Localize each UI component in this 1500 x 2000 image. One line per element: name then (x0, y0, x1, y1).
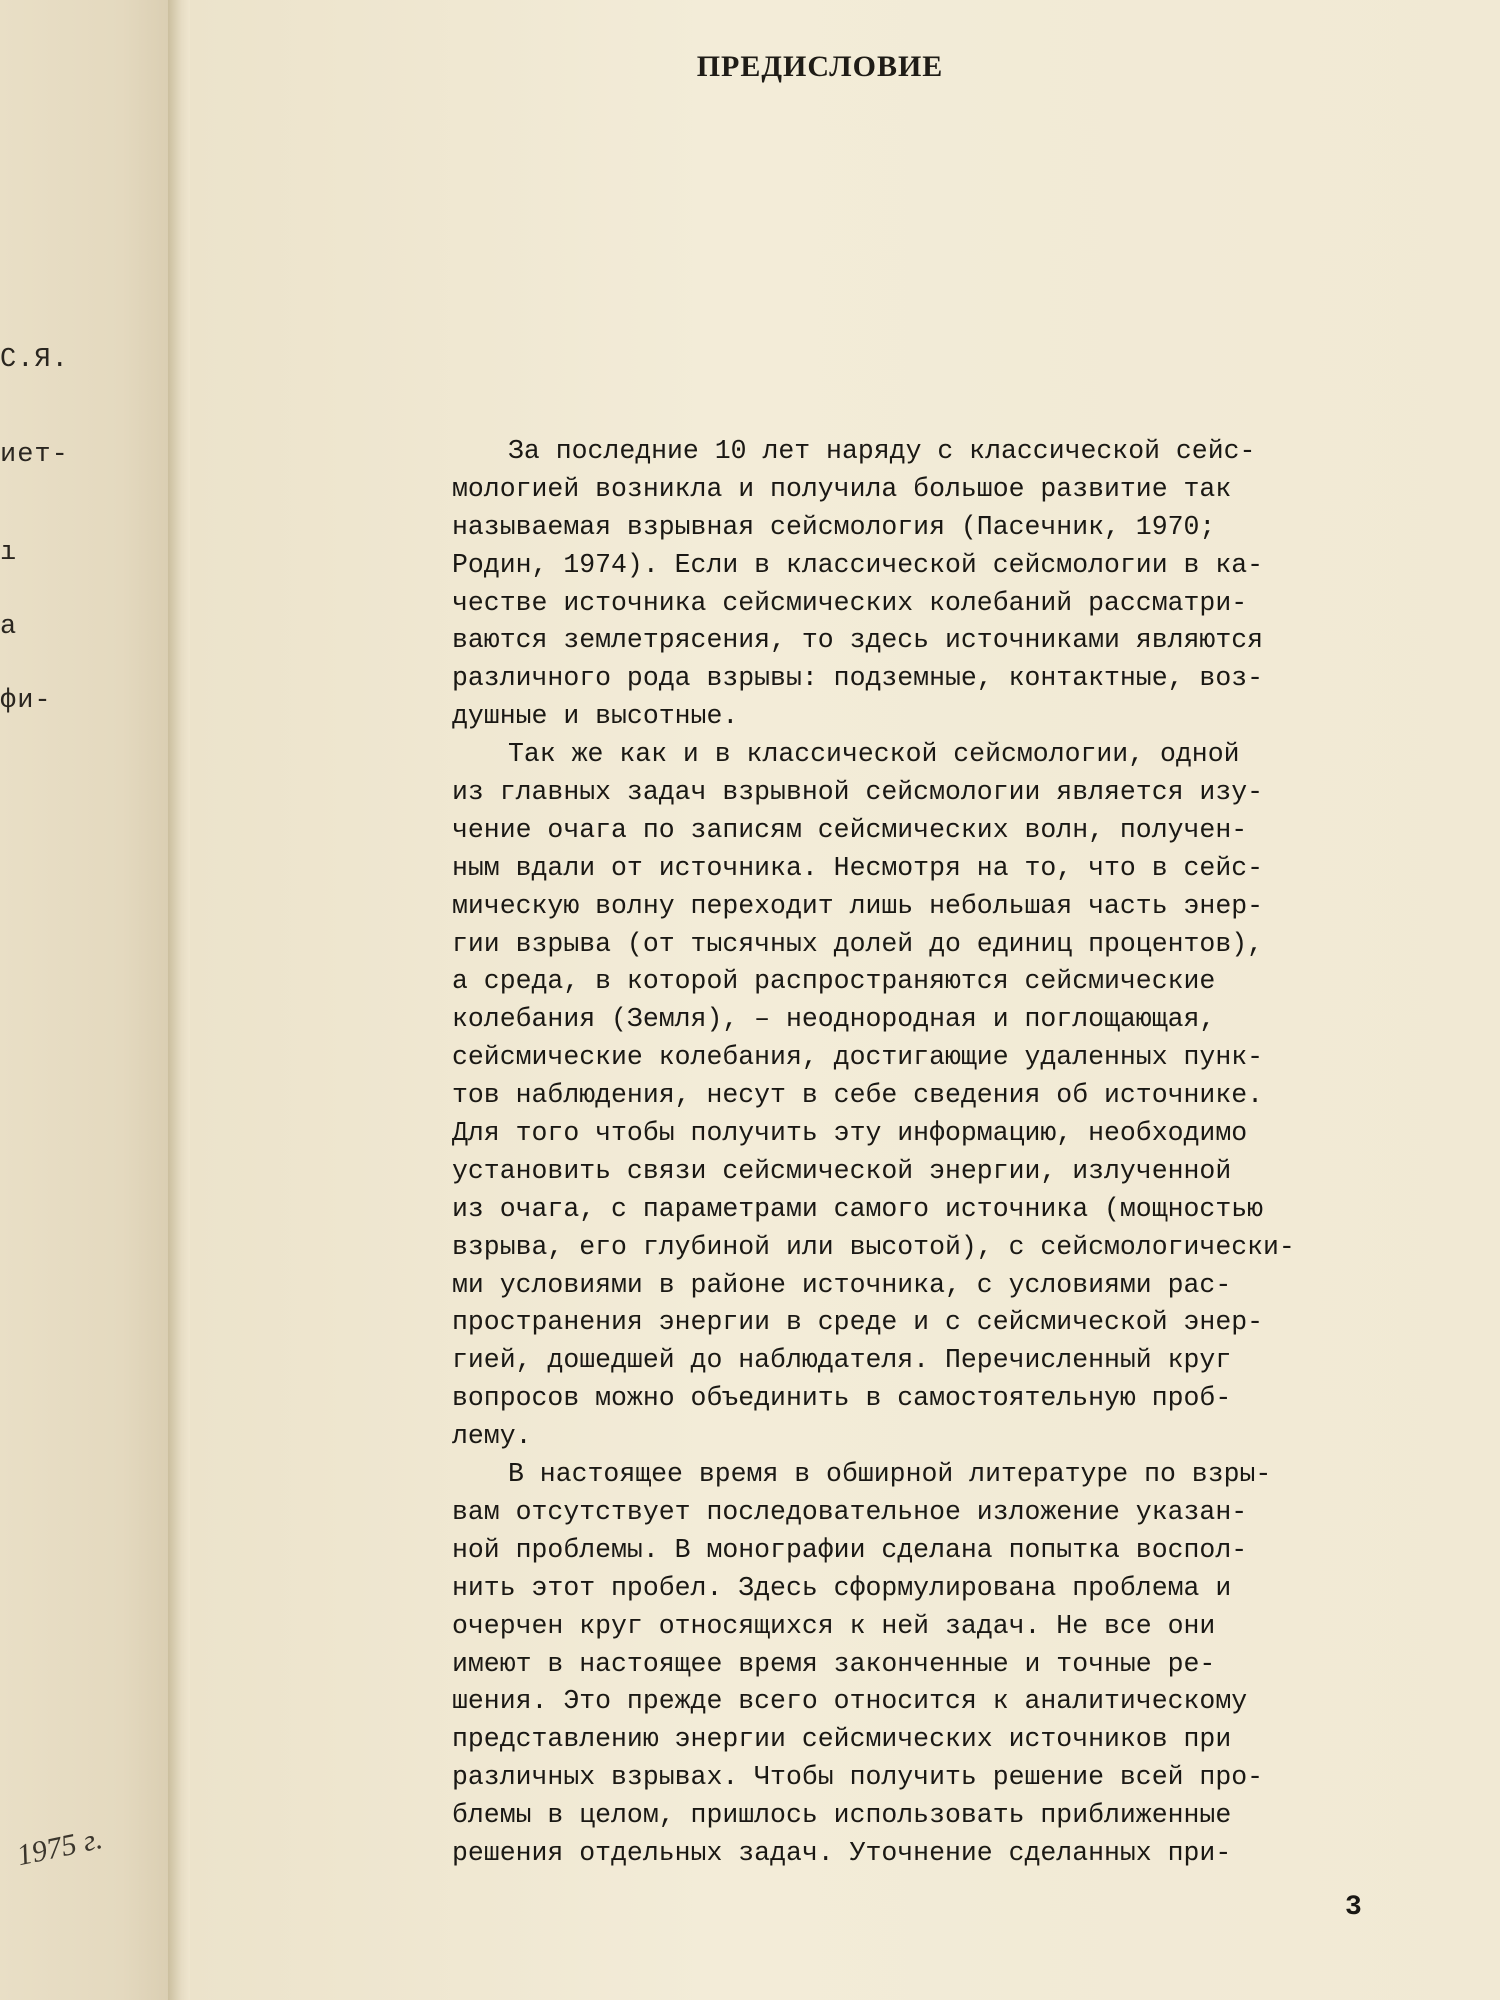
text-line: различного рода взрывы: подземные, контактные, воз- (452, 663, 1264, 694)
text-line: чение очага по записям сейсмических волн, получен- (452, 814, 1248, 845)
page-number: 3 (1345, 1892, 1362, 1923)
text-line: блемы в целом, пришлось использовать приближенные (452, 1800, 1232, 1831)
text-line: душные и высотные. (452, 701, 739, 732)
text-line: лему. (452, 1421, 532, 1452)
text-line: Для того чтобы получить эту информацию, необходимо (452, 1118, 1248, 1149)
text-line: колебания (Земля), – неоднородная и поглощающая, (452, 1004, 1216, 1035)
left-fragment: ı (0, 538, 18, 568)
text-line: взрыва, его глубиной или высотой), с сейсмологически- (452, 1231, 1295, 1262)
text-line: решения отдельных задач. Уточнение сделанных при- (452, 1837, 1232, 1868)
text-line: установить связи сейсмической энергии, излученной (452, 1155, 1232, 1186)
body-text (452, 433, 1382, 1873)
left-year: 1975 г. (14, 1822, 106, 1873)
text-line: В настоящее время в обширной литературе по взры- (508, 1459, 1272, 1490)
text-line: сейсмические колебания, достигающие удаленных пунк- (452, 1042, 1264, 1073)
text-line: ной проблемы. В монографии сделана попытка воспол- (452, 1534, 1248, 1565)
text-line: представлению энергии сейсмических источников при (452, 1724, 1232, 1755)
text-line: очерчен круг относящихся к ней задач. Не все они (452, 1610, 1216, 1641)
text-line: тов наблюдения, несут в себе сведения об источнике. (452, 1080, 1264, 1111)
text-line: гией, дошедшей до наблюдателя. Перечисленный круг (452, 1345, 1232, 1376)
left-page (0, 0, 175, 2000)
text-line: пространения энергии в среде и с сейсмической энер- (452, 1307, 1264, 1338)
left-fragment: С.Я. (0, 345, 69, 375)
text-line: ным вдали от источника. Несмотря на то, что в сейс- (452, 852, 1264, 883)
text-line: нить этот пробел. Здесь сформулирована проблема и (452, 1572, 1232, 1603)
text-line: честве источника сейсмических колебаний рассматри- (452, 587, 1248, 618)
text-line: ваются землетрясения, то здесь источниками являются (452, 625, 1264, 656)
text-line: из главных задач взрывной сейсмологии является изу- (452, 777, 1264, 808)
page-title: ПРЕДИСЛОВИЕ (696, 50, 944, 83)
text-line: имеют в настоящее время законченные и точные ре- (452, 1648, 1216, 1679)
left-fragment: а (0, 612, 18, 642)
text-line: мологией возникла и получила большое развитие так (452, 473, 1232, 504)
text-line: вопросов можно объединить в самостоятельную проб- (452, 1383, 1232, 1414)
text-line: называемая взрывная сейсмология (Пасечник, 1970; (452, 511, 1216, 542)
text-line: гии взрыва (от тысячных долей до единиц процентов), (452, 928, 1264, 959)
text-line: мическую волну переходит лишь небольшая часть энер- (452, 890, 1264, 921)
text-line: вам отсутствует последовательное изложение указан- (452, 1496, 1248, 1527)
text-line: из очага, с параметрами самого источника (мощностью (452, 1193, 1264, 1224)
text-line: а среда, в которой распространяются сейсмические (452, 966, 1216, 997)
text-line: За последние 10 лет наряду с классической сейс- (508, 436, 1256, 466)
text-line: шения. Это прежде всего относится к аналитическому (452, 1686, 1248, 1717)
book-gutter (168, 0, 190, 2000)
text-line: Так же как и в классической сейсмологии, одной (508, 739, 1240, 770)
left-fragment: иет- (0, 440, 69, 470)
text-line: различных взрывах. Чтобы получить решение всей про- (452, 1762, 1264, 1793)
text-line: Родин, 1974). Если в классической сейсмологии в ка- (452, 549, 1264, 580)
text-line: ми условиями в районе источника, с условиями рас- (452, 1269, 1232, 1300)
left-fragment: фи- (0, 686, 52, 716)
